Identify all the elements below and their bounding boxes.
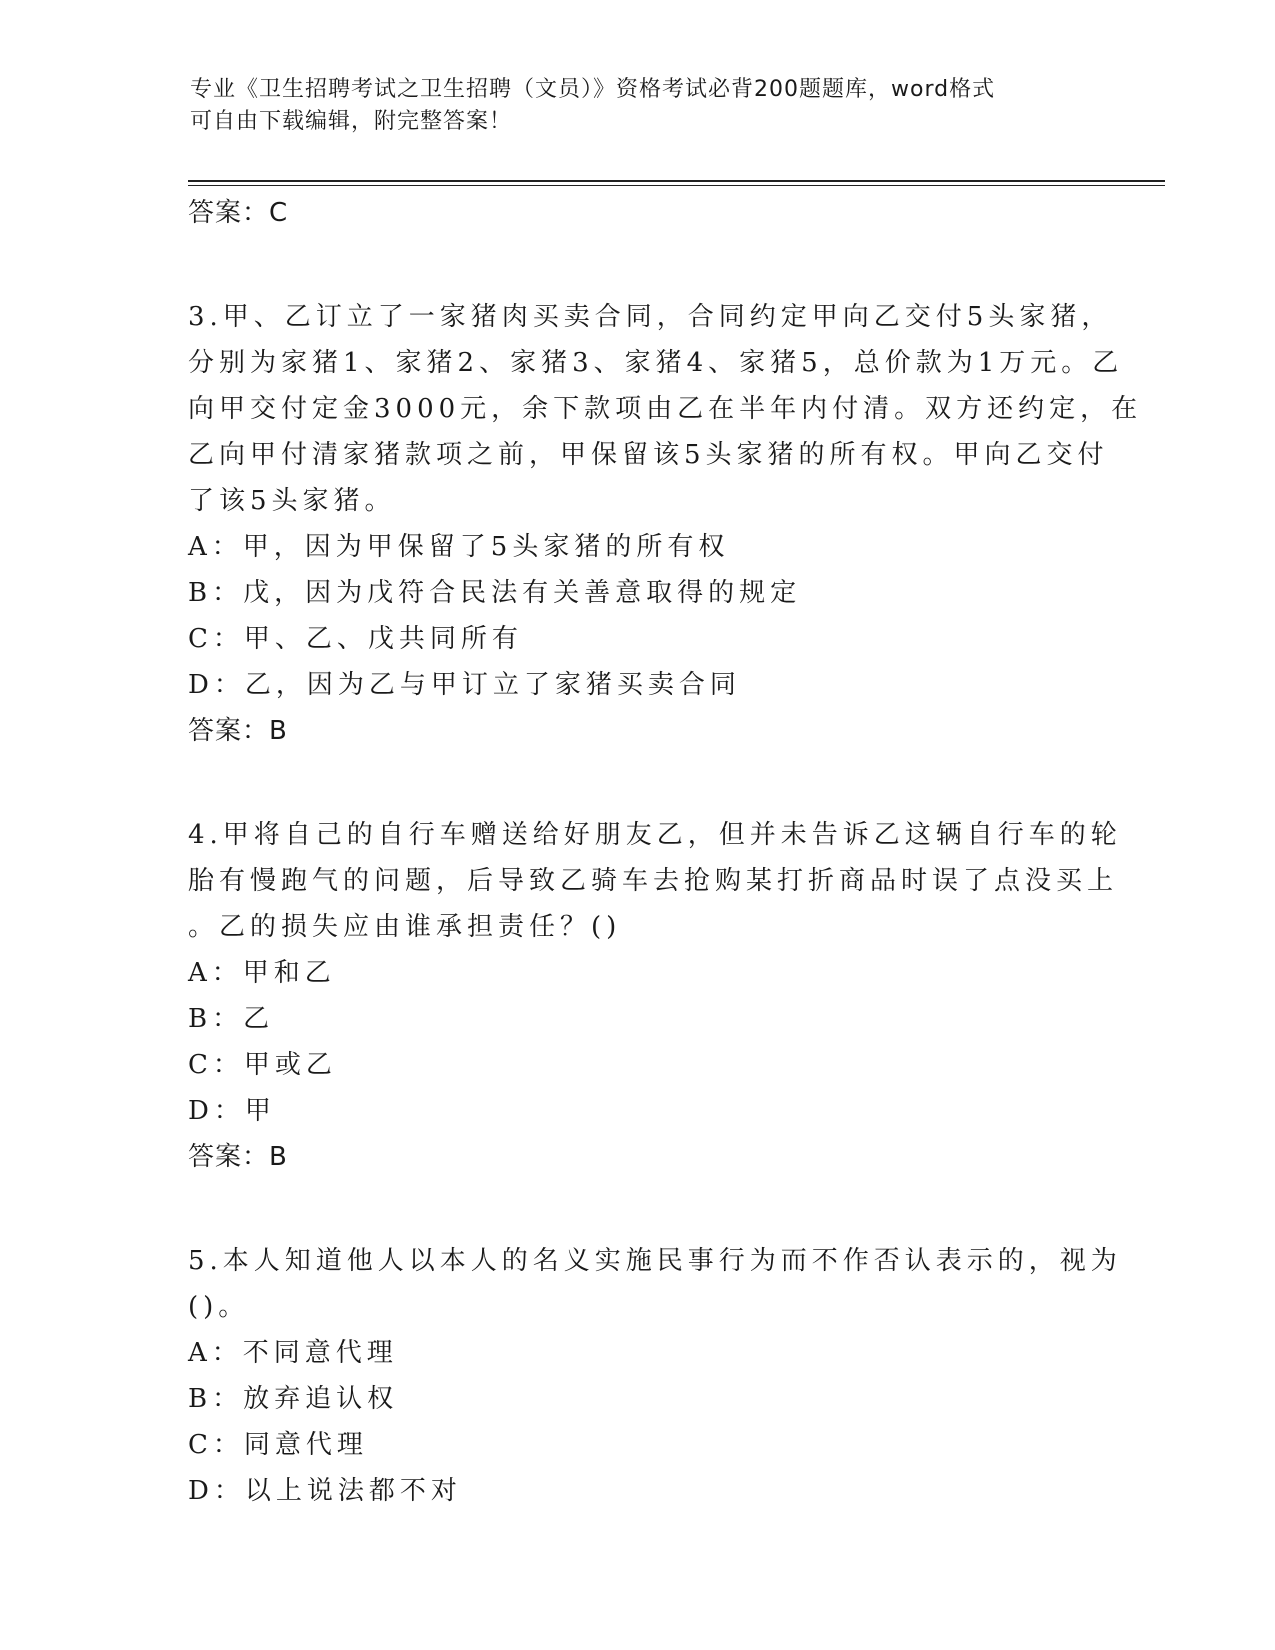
option-c: C：甲、乙、戊共同所有: [188, 624, 523, 654]
question-text-line: ()。: [188, 1292, 250, 1322]
option-b: B：乙: [188, 1004, 275, 1034]
question-text-line: 分别为家猪1、家猪2、家猪3、家猪4、家猪5，总价款为1万元。乙: [188, 348, 1124, 378]
document-header: [190, 74, 1090, 138]
option-a: A：不同意代理: [188, 1338, 398, 1368]
question-text-line: 乙向甲付清家猪款项之前，甲保留该5头家猪的所有权。甲向乙交付: [188, 440, 1109, 470]
question-text-line: 向甲交付定金3000元，余下款项由乙在半年内付清。双方还约定，在: [188, 394, 1143, 424]
option-d: D：以上说法都不对: [188, 1476, 462, 1506]
question-4: [188, 812, 1122, 950]
option-b: B：戊，因为戊符合民法有关善意取得的规定: [188, 578, 802, 608]
question-text-line: 胎有慢跑气的问题，后导致乙骑车去抢购某打折商品时误了点没买上: [188, 866, 1119, 896]
answer-line: 答案：B: [188, 716, 288, 746]
header-line-1: 专业《卫生招聘考试之卫生招聘（文员）》资格考试必背200题题库，word格式: [190, 77, 996, 102]
header-line-2: 可自由下载编辑，附完整答案！: [190, 109, 513, 134]
answer-line: 答案：B: [188, 1142, 288, 1172]
option-b: B：放弃追认权: [188, 1384, 399, 1414]
question-5: [188, 1238, 1122, 1330]
option-a: A：甲，因为甲保留了5头家猪的所有权: [188, 532, 730, 562]
document-body: [188, 190, 1143, 1514]
question-text-line: 。乙的损失应由谁承担责任？(): [188, 912, 622, 942]
option-c: C：甲或乙: [188, 1050, 337, 1080]
header-rule-thick: [188, 180, 1165, 182]
question-text-line: 4.甲将自己的自行车赠送给好朋友乙，但并未告诉乙这辆自行车的轮: [188, 820, 1122, 850]
question-text-line: 5.本人知道他人以本人的名义实施民事行为而不作否认表示的，视为: [188, 1246, 1122, 1276]
option-d: D：甲: [188, 1096, 276, 1126]
option-c: C：同意代理: [188, 1430, 368, 1460]
question-text-line: 了该5头家猪。: [188, 486, 396, 516]
option-a: A：甲和乙: [188, 958, 336, 988]
header-rule-thin: [188, 185, 1165, 186]
answer-line: 答案：C: [188, 198, 289, 228]
option-d: D：乙，因为乙与甲订立了家猪买卖合同: [188, 670, 741, 700]
question-text-line: 3.甲、乙订立了一家猪肉买卖合同，合同约定甲向乙交付5头家猪，: [188, 302, 1113, 332]
question-3: [188, 294, 1143, 524]
